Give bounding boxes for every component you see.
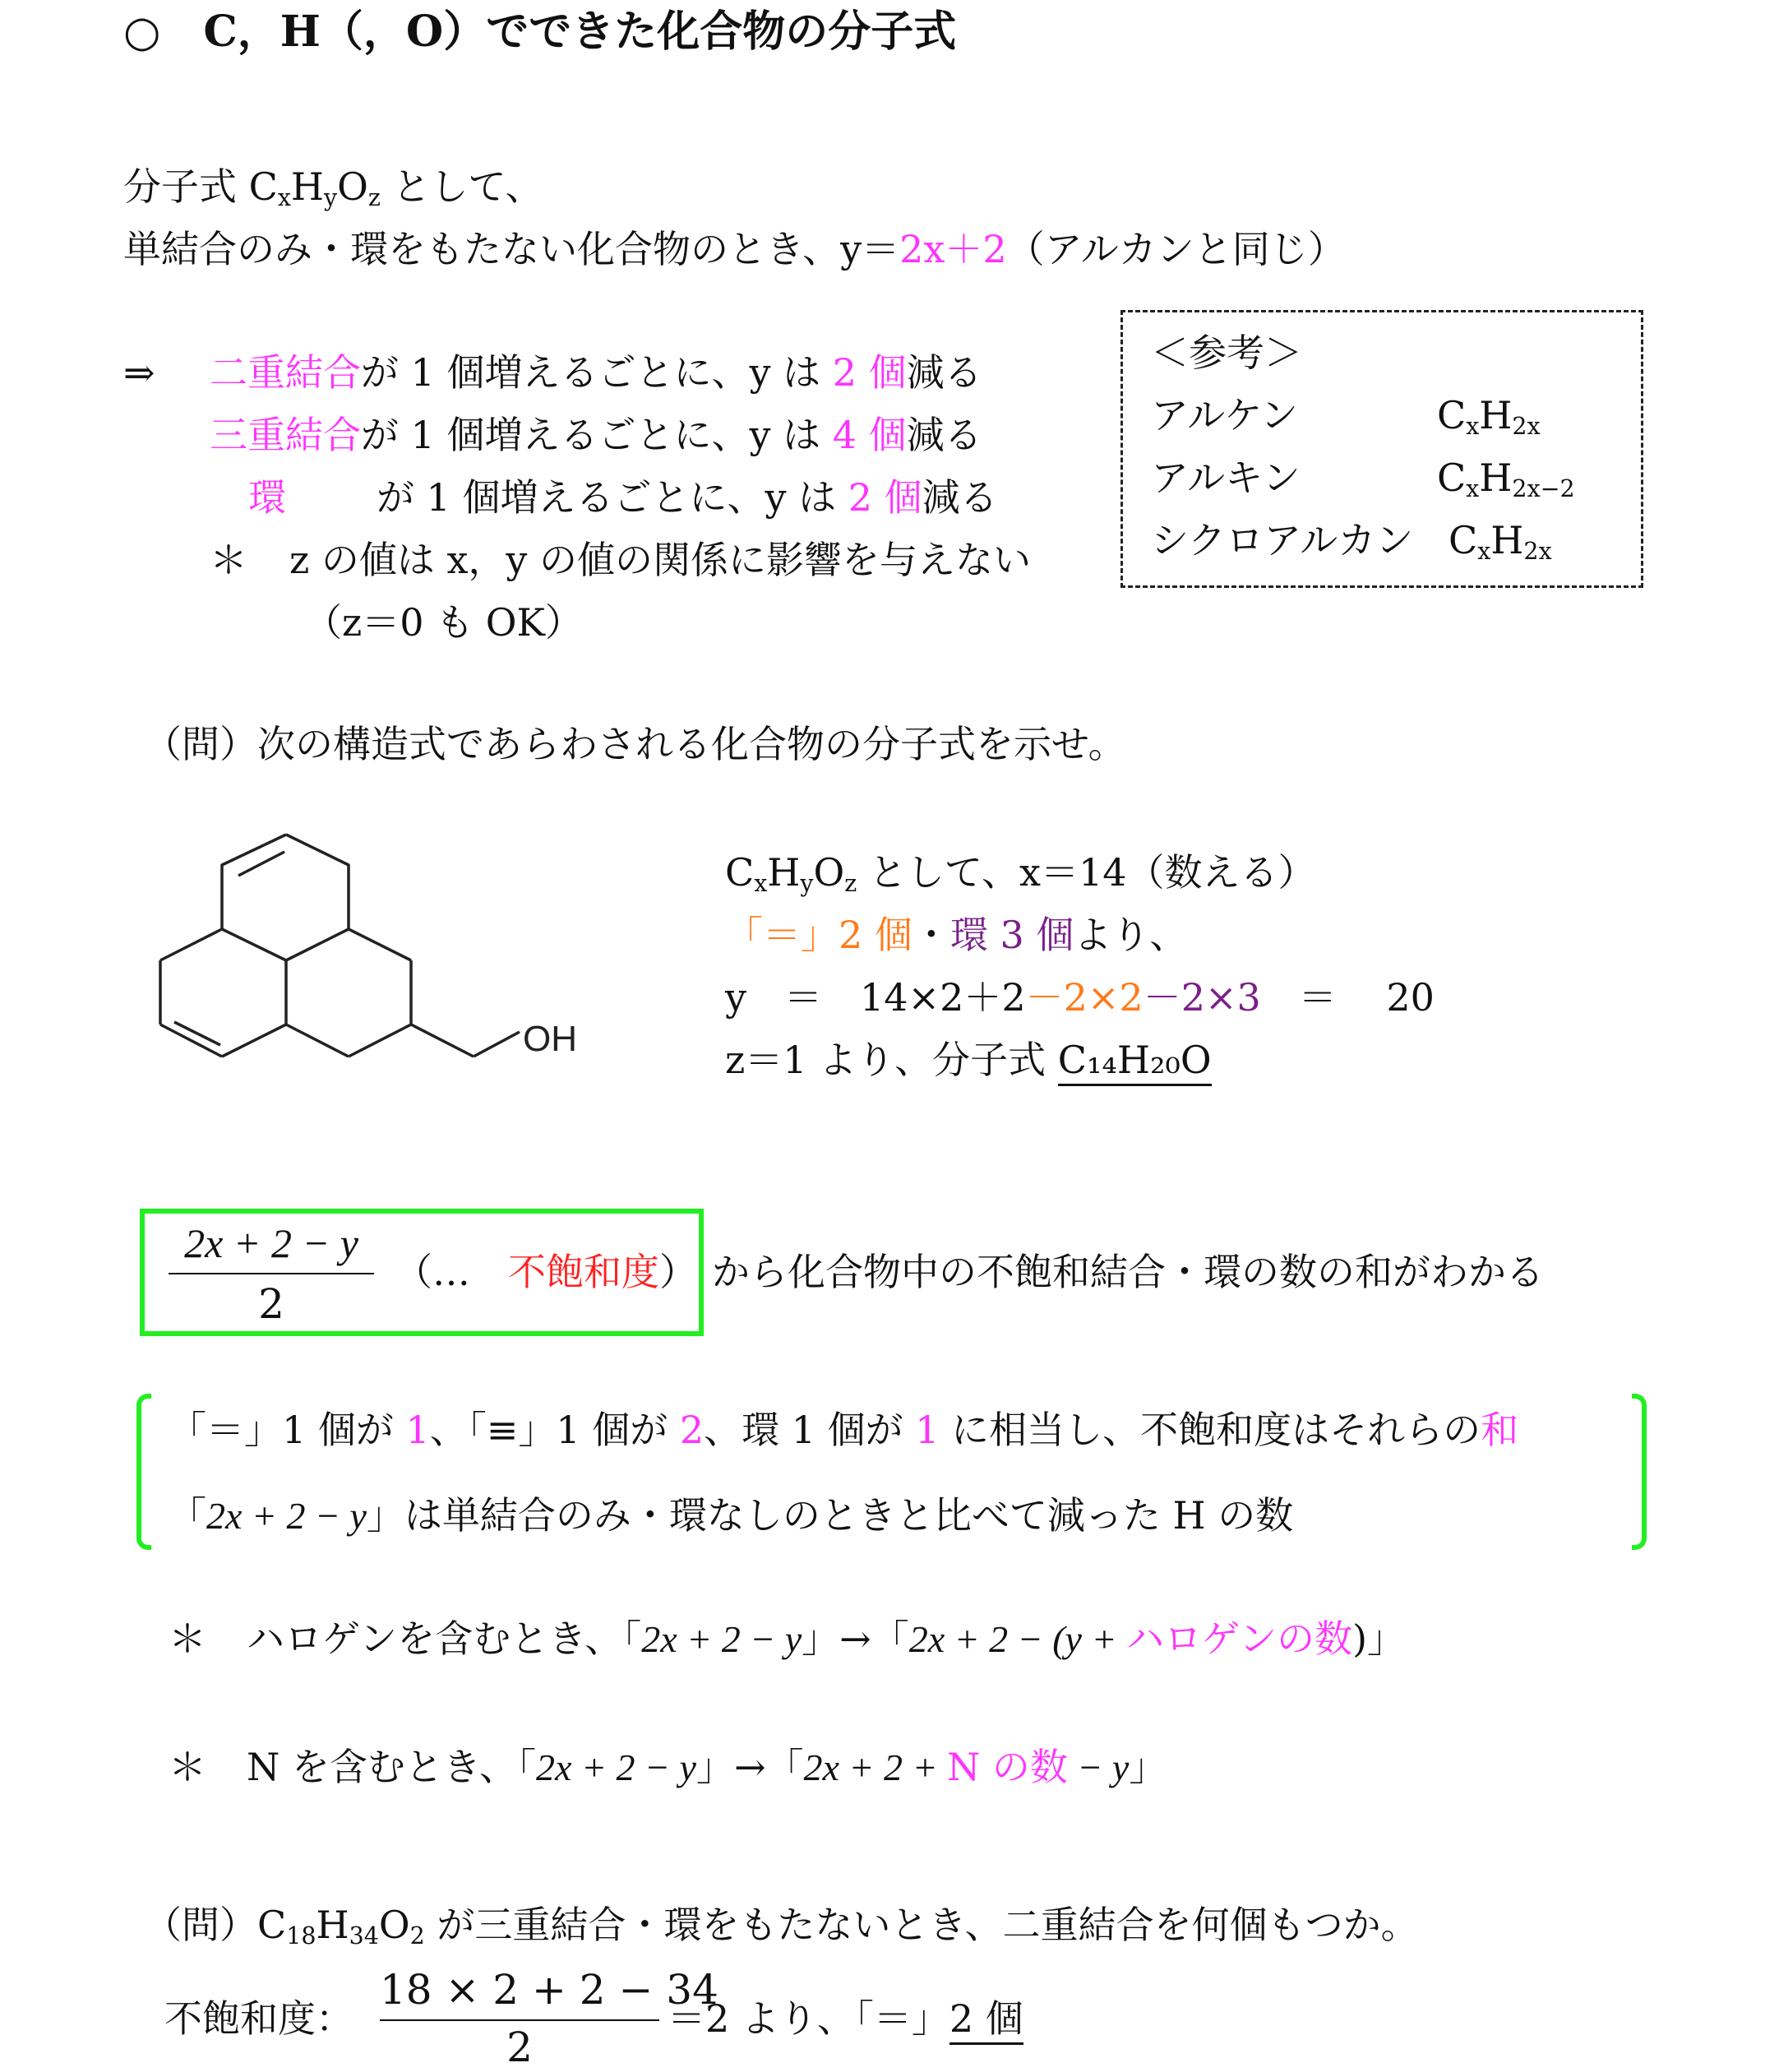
intro-line-2: 単結合のみ・環をもたない化合物のとき、y＝2x＋2（アルカンと同じ） bbox=[123, 227, 1346, 271]
reference-alkyne: アルキン bbox=[1151, 456, 1301, 500]
nitrogen-note-star: ＊ bbox=[169, 1745, 206, 1789]
left-brace bbox=[136, 1394, 151, 1550]
answer-1-line-3: y ＝ 14×2＋2－2×2－2×3 ＝ 20 bbox=[725, 975, 1435, 1020]
bracket-line-2: 「2x + 2 − y」は単結合のみ・環なしのときと比べて減った H の数 bbox=[169, 1493, 1294, 1538]
q2-answer: ＝2 より、「＝」2 個 bbox=[668, 1995, 1023, 2042]
q2-answer-value: 2 個 bbox=[949, 1996, 1023, 2045]
answer-1-formula: C₁₄H₂₀O bbox=[1058, 1038, 1212, 1086]
halogen-note: ハロゲンを含むとき、「2x + 2 − y」→「2x + 2 − (y + ハロゲンの数)」 bbox=[247, 1616, 1406, 1661]
arrow-symbol: ⇒ bbox=[123, 350, 155, 395]
note-star: ＊ bbox=[210, 538, 247, 582]
answer-1-line-2: 「＝」2 個・環 3 個より、 bbox=[725, 913, 1188, 957]
note-z-value: z の値は x，y の値の関係に影響を与えない bbox=[289, 538, 1032, 582]
unsat-fraction-denominator: 2 bbox=[258, 1280, 284, 1328]
reference-cycloalkane: シクロアルカン bbox=[1151, 518, 1414, 562]
reference-alkene-formula: $C_xH_{2x}$ bbox=[1437, 393, 1541, 441]
right-brace bbox=[1632, 1394, 1647, 1550]
page-title: ○ C，H（，O）でできた化合物の分子式 bbox=[123, 7, 957, 57]
answer-1-line-4: z＝1 より、分子式 C₁₄H₂₀O bbox=[725, 1036, 1212, 1084]
reference-heading: ＜参考＞ bbox=[1151, 331, 1302, 375]
question-1: （問）次の構造式であらわされる化合物の分子式を示せ。 bbox=[144, 722, 1126, 766]
note-z-zero: （z＝0 も OK） bbox=[304, 600, 583, 645]
q2-fraction-bar bbox=[380, 2019, 659, 2021]
unsat-description: から化合物中の不飽和結合・環の数の和がわかる bbox=[712, 1250, 1544, 1294]
answer-1-line-1: $C_xH_yO_z$ として、x＝14（数える） bbox=[725, 850, 1316, 898]
rule-double-bond: 二重結合が 1 個増えるごとに、y は 2 個減る bbox=[210, 350, 982, 395]
rule-triple-bond: 三重結合が 1 個増えるごとに、y は 4 個減る bbox=[210, 413, 982, 457]
reference-alkyne-formula: $C_xH_{2x-2}$ bbox=[1437, 456, 1575, 503]
hydroxyl-label: OH bbox=[523, 1019, 577, 1059]
structural-formula-diagram bbox=[123, 814, 633, 1110]
unsat-fraction-bar bbox=[169, 1273, 374, 1274]
nitrogen-note: N を含むとき、「2x + 2 − y」→「2x + 2 + N の数 − y」 bbox=[247, 1745, 1167, 1789]
q2-fraction-numerator: 18 × 2 + 2 − 34 bbox=[380, 1966, 718, 2014]
question-2: （問）$C_{18}H_{34}O_2$ が三重結合・環をもたないとき、二重結合を何個もつか。 bbox=[144, 1903, 1419, 1950]
halogen-note-star: ＊ bbox=[169, 1616, 206, 1661]
unsat-fraction-numerator: 2x + 2 − y bbox=[184, 1220, 358, 1266]
reference-cycloalkane-formula: $C_xH_{2x}$ bbox=[1449, 518, 1552, 566]
unsat-label: （… 不飽和度） bbox=[395, 1250, 697, 1294]
bracket-line-1: 「＝」1 個が 1、「≡」1 個が 2、環 1 個が 1 に相当し、不飽和度はそれらの和 bbox=[169, 1408, 1519, 1452]
rule-ring: 環 が 1 個増えるごとに、y は 2 個減る bbox=[248, 475, 998, 520]
reference-alkene: アルケン bbox=[1151, 393, 1298, 437]
q2-label: 不飽和度： bbox=[164, 1996, 353, 2041]
q2-fraction-denominator: 2 bbox=[506, 2023, 533, 2071]
intro-line-1: 分子式 $C_xH_yO_z$ として、 bbox=[123, 164, 543, 212]
